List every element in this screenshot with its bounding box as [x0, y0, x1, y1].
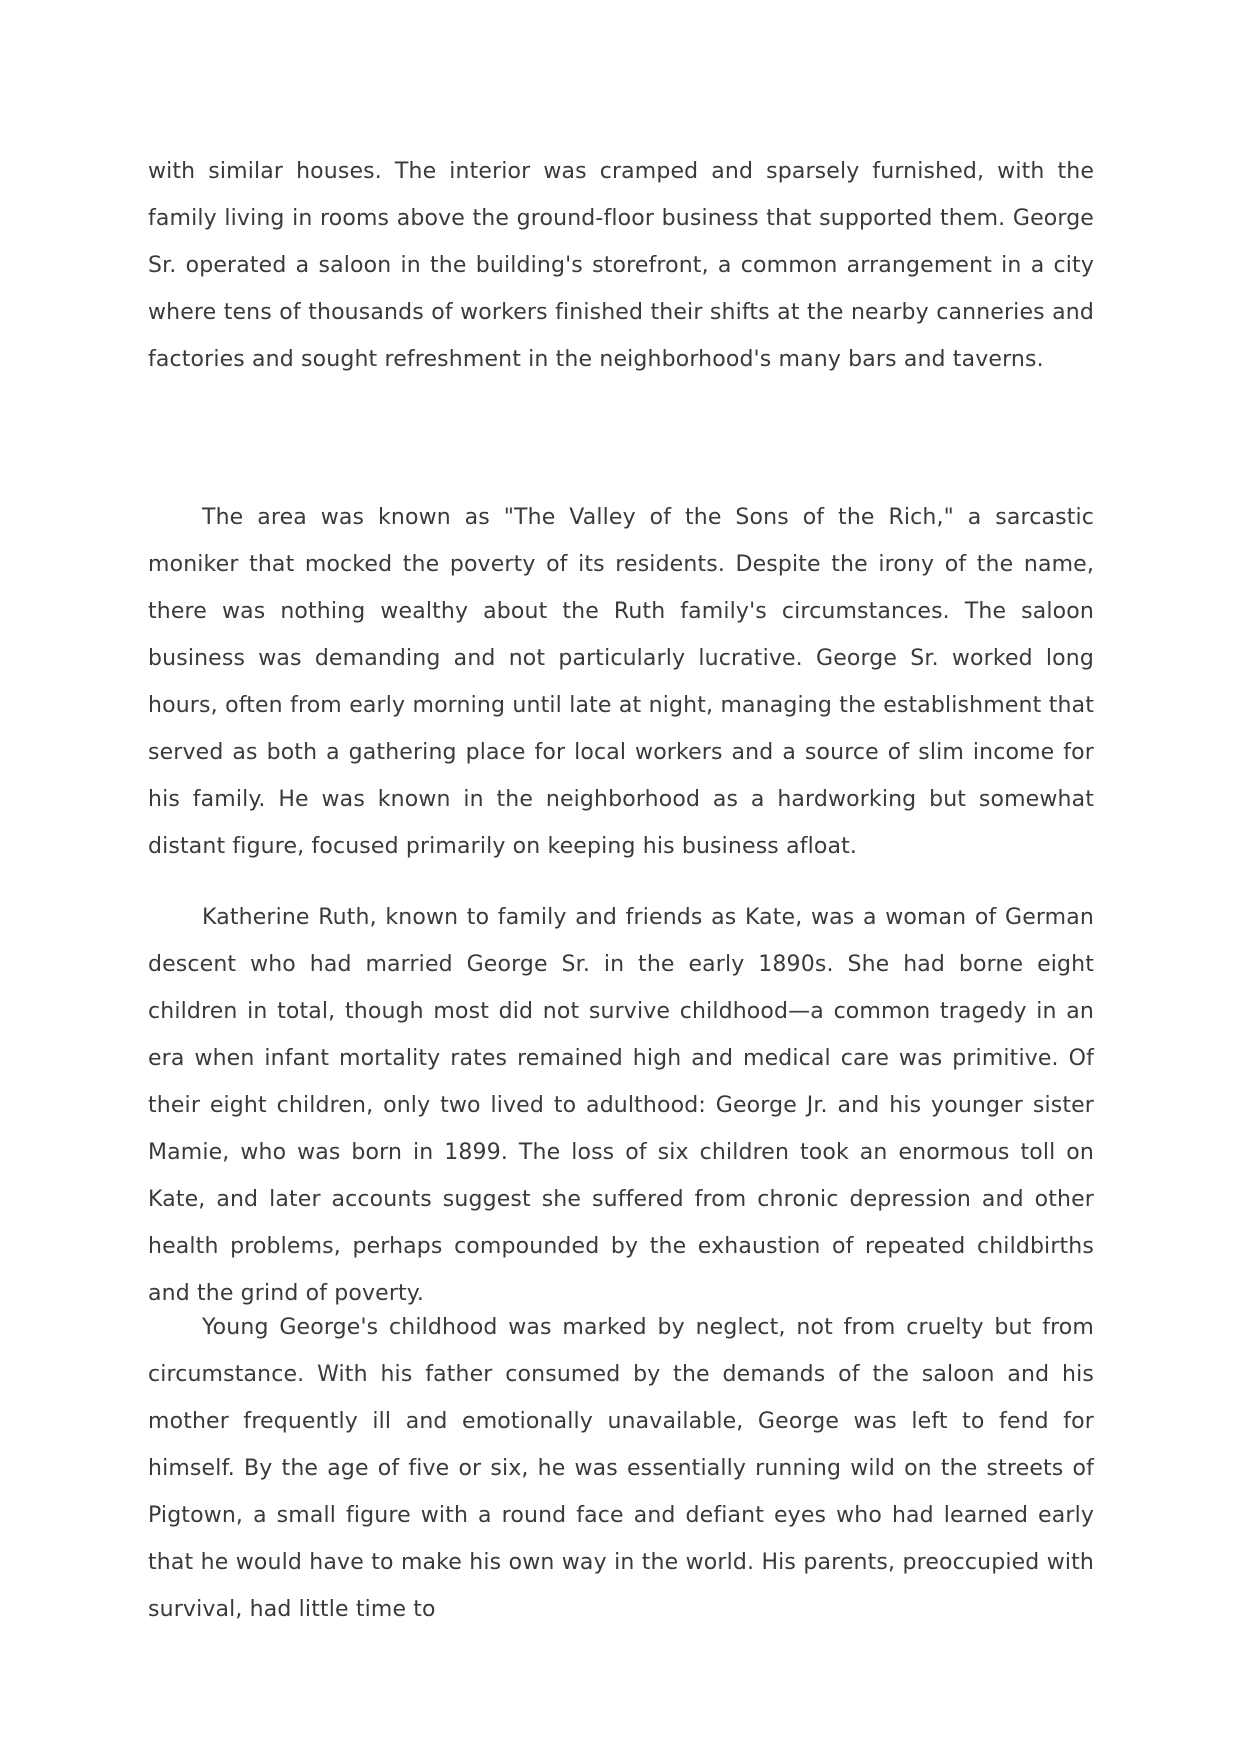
paragraph-continued: with similar houses. The interior was cramped and sparsely furnished, with the family living in rooms above the ground-floor business that supported them. George Sr. operated a saloon in the building's storefront, a common arrangement in a city where tens of thousands of workers finished their shifts at the nearby canneries and factories and sought refreshment in the neighborhood's many bars and taverns.: [148, 159, 1094, 372]
paragraph-valley: The area was known as "The Valley of the Sons of the Rich," a sarcastic moniker that mocked the poverty of its residents. Despite the irony of the name, there was nothing wealthy about the Ruth family's circumstances. The saloon business was demanding and not particularly lucrative. George Sr. worked long hours, often from early morning until late at night, managing the establishment that served as both a gathering place for local workers and a source of slim income for his family. He was known in the neighborhood as a hardworking but somewhat distant figure, focused primarily on keeping his business afloat.: [148, 505, 1094, 859]
paragraph-katherine: Katherine Ruth, known to family and friends as Kate, was a woman of German descent who had married George Sr. in the early 1890s. She had borne eight children in total, though most did not survive childhood—a common tragedy in an era when infant mortality rates remained high and medical care was primitive. Of their eight children, only two lived to adulthood: George Jr. and his younger sister Mamie, who was born in 1899. The loss of six children took an enormous toll on Kate, and later accounts suggest she suffered from chronic depression and other health problems, perhaps compounded by the exhaustion of repeated childbirths and the grind of poverty.: [148, 905, 1094, 1306]
paragraph-young-george: Young George's childhood was marked by neglect, not from cruelty but from circumstance. With his father consumed by the demands of the saloon and his mother frequently ill and emotionally unavailable, George was left to fend for himself. By the age of five or six, he was essentially running wild on the streets of Pigtown, a small figure with a round face and defiant eyes who had learned early that he would have to make his own way in the world. His parents, preoccupied with survival, had little time to: [148, 1315, 1094, 1622]
